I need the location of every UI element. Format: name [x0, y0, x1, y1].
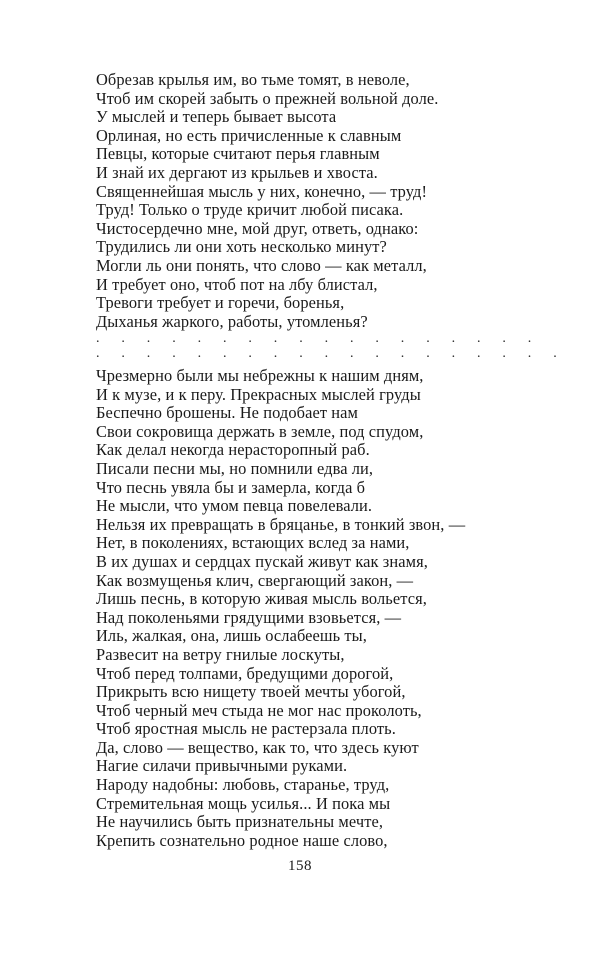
- poem-line: Не научились быть признательны мечте,: [96, 812, 384, 832]
- poem-line: Свои сокровища держать в земле, под спудом,: [96, 421, 424, 441]
- stanza-first: [96, 71, 536, 331]
- poem-line: Как возмущенья клич, свергающий закон, —: [96, 570, 414, 590]
- poem-line: Как делал некогда нерасторопный раб.: [96, 440, 370, 460]
- poem-line: Лишь песнь, в которую живая мысль вольется,: [96, 589, 427, 609]
- poem-line: Да, слово — вещество, как то, что здесь куют: [96, 737, 419, 757]
- poem-line: Певцы, которые считают перья главным: [96, 144, 380, 164]
- poem-line: В их душах и сердцах пускай живут как знамя,: [96, 551, 428, 571]
- poem-line: И знай их дергают из крыльев и хвоста.: [96, 162, 378, 182]
- poem-line: Беспечно брошены. Не подобает нам: [96, 403, 359, 423]
- ellipsis-row: . . . . . . . . . . . . . . . . . .: [96, 331, 541, 346]
- poem-line: Могли ль они понять, что слово — как металл,: [96, 255, 427, 275]
- poem-line: Чрезмерно были мы небрежны к нашим дням,: [96, 366, 424, 385]
- poem-line: Над поколеньями грядущими взовьется, —: [96, 607, 402, 627]
- poem-line: Священнейшая мысль у них, конечно, — труд!: [96, 181, 428, 201]
- poem-line: Дыханья жаркого, работы, утомленья?: [96, 311, 368, 331]
- poem-line: Чтоб им скорей забыть о прежней вольной доле.: [96, 88, 439, 108]
- poem-line: Чтоб яростная мысль не растерзала плоть.: [96, 719, 396, 739]
- poem-line: Нагие силачи привычными руками.: [96, 756, 348, 776]
- poem-line: Стремительная мощь усилья... И пока мы: [96, 793, 391, 813]
- poem-line: Иль, жалкая, она, лишь ослабеешь ты,: [96, 626, 367, 646]
- poem-line: Труд! Только о труде кричит любой писака.: [96, 200, 404, 220]
- poem-line: Тревоги требует и горечи, боренья,: [96, 293, 345, 313]
- poem-line: И к музе, и к перу. Прекрасных мыслей груды: [96, 384, 421, 404]
- page-number: 158: [288, 858, 312, 874]
- poem-line: Чтоб черный меч стыда не мог нас проколоть,: [96, 700, 422, 720]
- poem-line: У мыслей и теперь бывает высота: [96, 107, 337, 127]
- poem-line: Орлиная, но есть причисленные к славным: [96, 125, 402, 145]
- poem-line: Развесит на ветру гнилые лоскуты,: [96, 644, 345, 664]
- poem-line: Трудились ли они хоть несколько минут?: [96, 237, 387, 257]
- stanza-second: [96, 367, 536, 850]
- poem-line: Нет, в поколениях, встающих вслед за нами,: [96, 533, 410, 553]
- poem-line: Нельзя их превращать в бряцанье, в тонкий звон, —: [96, 514, 466, 534]
- ellipsis-row: . . . . . . . . . . . . . . . . . . .: [96, 346, 566, 361]
- poem-line: Прикрыть всю нищету твоей мечты убогой,: [96, 682, 406, 702]
- poem-line: Писали песни мы, но помнили едва ли,: [96, 458, 374, 478]
- poem-line: Обрезав крылья им, во тьме томят, в неволе,: [96, 70, 410, 89]
- poem-line: Крепить сознательно родное наше слово,: [96, 830, 388, 850]
- poem-line: Народу надобны: любовь, старанье, труд,: [96, 775, 390, 795]
- poem-line: И требует оно, чтоб пот на лбу блистал,: [96, 274, 378, 294]
- poem-line: Не мысли, что умом певца повелевали.: [96, 496, 373, 516]
- poem-line: Чистосердечно мне, мой друг, ответь, однако:: [96, 218, 419, 238]
- poem-line: Чтоб перед толпами, бредущими дорогой,: [96, 663, 394, 683]
- poem-line: Что песнь увяла бы и замерла, когда б: [96, 477, 366, 497]
